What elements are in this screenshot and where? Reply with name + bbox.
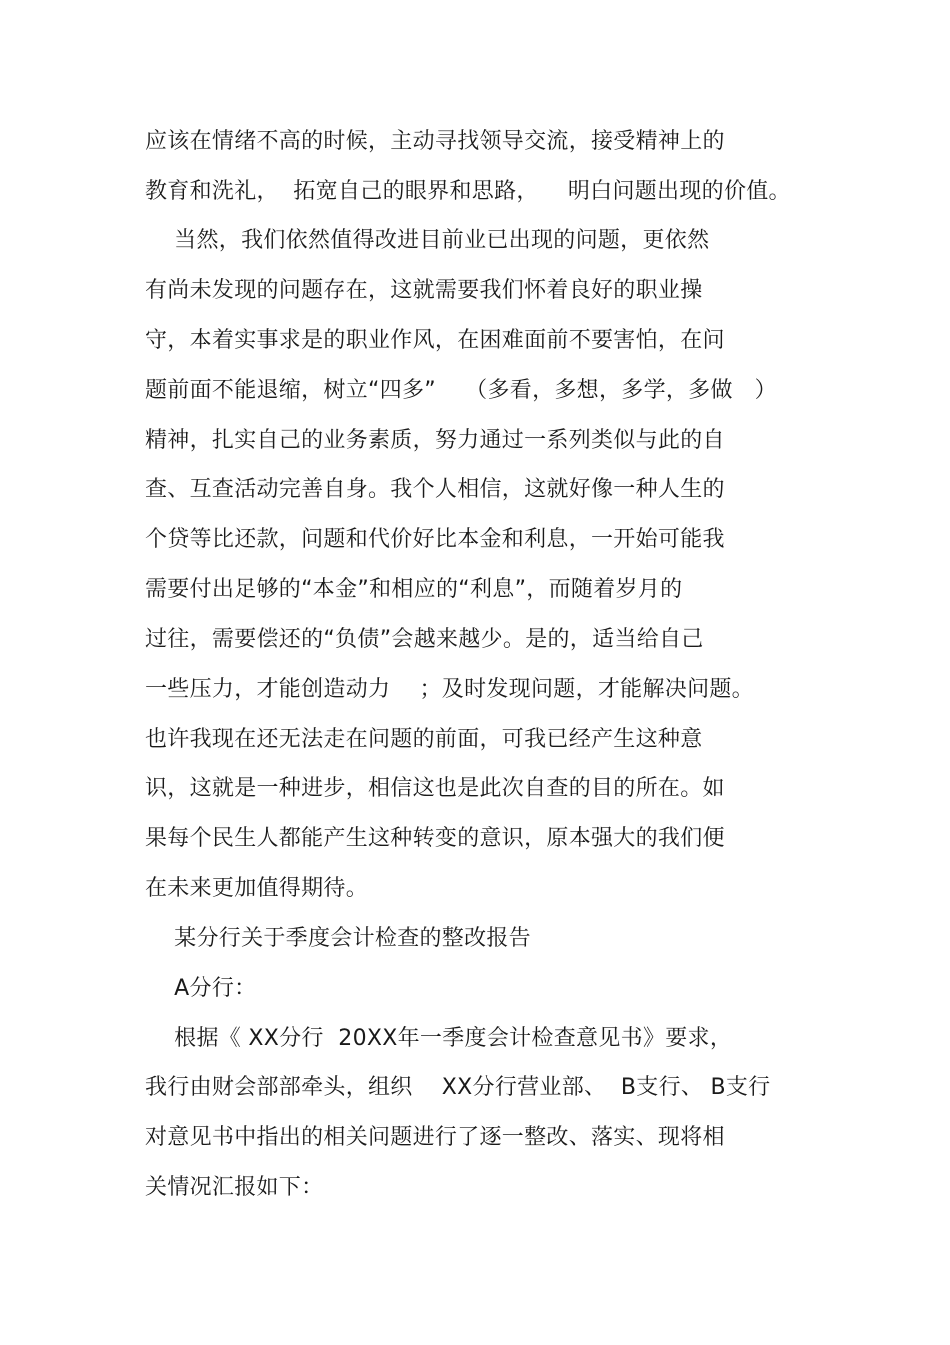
text-line: 有尚未发现的问题存在，这就需要我们怀着良好的职业操 — [145, 278, 703, 303]
text-line: 过往，需要偿还的“负债”会越来越少。是的，适当给自己 — [145, 627, 704, 652]
report-addressee: A分行： — [145, 976, 257, 1001]
text-line: 个贷等比还款，问题和代价好比本金和利息，一开始可能我 — [145, 527, 725, 552]
text-line: 查、互查活动完善自身。我个人相信，这就好像一种人生的 — [145, 477, 725, 502]
text-line: 根据《 XX分行 20XX年一季度会计检查意见书》要求， — [145, 1026, 733, 1051]
text-line: 应该在情绪不高的时候，主动寻找领导交流，接受精神上的 — [145, 129, 725, 154]
text-line: 守，本着实事求是的职业作风，在困难面前不要害怕，在问 — [145, 328, 725, 353]
text-line: 当然，我们依然值得改进目前业已出现的问题，更依然 — [145, 228, 710, 253]
text-line: 果每个民生人都能产生这种转变的意识，原本强大的我们便 — [145, 826, 725, 851]
text-line: 精神，扎实自己的业务素质，努力通过一系列类似与此的自 — [145, 428, 725, 453]
text-line: 关情况汇报如下： — [145, 1175, 324, 1200]
text-line: 题前面不能退缩，树立“四多” （多看，多想，多学，多做 ） — [145, 378, 777, 403]
text-line: 对意见书中指出的相关问题进行了逐一整改、落实、现将相 — [145, 1125, 725, 1150]
text-line: 我行由财会部部牵头，组织 XX分行营业部、 B支行、 B支行 — [145, 1075, 771, 1100]
text-line: 也许我现在还无法走在问题的前面，可我已经产生这种意 — [145, 727, 703, 752]
text-line: 需要付出足够的“本金”和相应的“利息”，而随着岁月的 — [145, 577, 683, 602]
text-line: 识，这就是一种进步，相信这也是此次自查的目的所在。如 — [145, 776, 725, 801]
text-line: 在未来更加值得期待。 — [145, 876, 369, 901]
text-line: 教育和洗礼， 拓宽自己的眼界和思路， 明白问题出现的价值。 — [145, 179, 791, 204]
report-title: 某分行关于季度会计检查的整改报告 — [145, 926, 531, 951]
text-line: 一些压力，才能创造动力 ；及时发现问题，才能解决问题。 — [145, 677, 754, 702]
